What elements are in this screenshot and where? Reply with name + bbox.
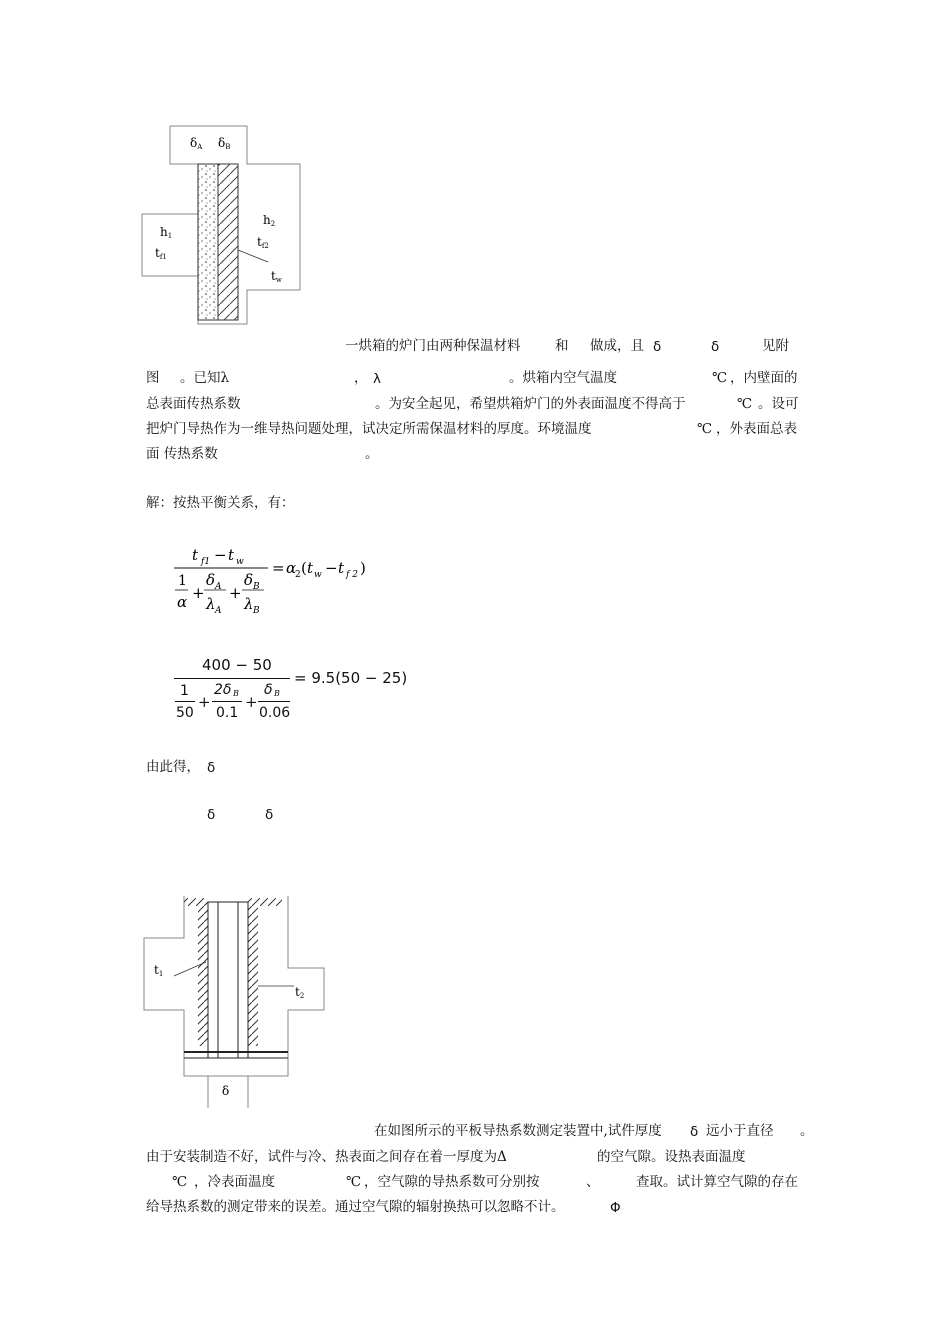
eq2-rhs: = 9.5(50 − 25) bbox=[294, 669, 408, 687]
eq2-term1-den: 50 bbox=[176, 705, 194, 721]
p2-text: 远小于直径 bbox=[706, 1123, 774, 1139]
furnace-door-figure bbox=[140, 124, 310, 329]
layer-b bbox=[218, 164, 238, 320]
p2-text: ℃ bbox=[172, 1174, 188, 1190]
svg-text:A: A bbox=[215, 606, 222, 616]
solution-intro: 解：按热平衡关系，有： bbox=[146, 495, 295, 511]
svg-text:B: B bbox=[253, 606, 260, 616]
result-delta: δ bbox=[207, 760, 216, 776]
h1-label: h1 bbox=[160, 225, 173, 240]
eq2-fraction-bar bbox=[174, 678, 290, 679]
eq2-term1-num: 1 bbox=[180, 683, 189, 699]
p1-text: ，内壁面的 bbox=[730, 370, 798, 386]
p1-text: ℃ bbox=[697, 421, 713, 437]
p1-text: 一烘箱的炉门由两种保温材料 bbox=[345, 338, 521, 354]
p2-text: ℃ bbox=[346, 1174, 362, 1190]
svg-text:−: − bbox=[214, 546, 227, 564]
eq2-term3-den: 0.06 bbox=[259, 705, 291, 721]
svg-text:(: ( bbox=[301, 559, 307, 577]
p2-text: 给导热系数的测定带来的误差。通过空气隙的辐射换热可以忽略不计。 bbox=[146, 1199, 565, 1215]
eq2-term2-bar bbox=[212, 701, 242, 702]
subscript-b: B bbox=[233, 689, 239, 698]
svg-text:): ) bbox=[360, 559, 366, 577]
p1-text: 和 bbox=[555, 338, 569, 354]
svg-text:λ: λ bbox=[244, 595, 254, 613]
p2-text: 的空气隙。设热表面温度 bbox=[597, 1149, 746, 1165]
p2-symbol: Φ bbox=[610, 1200, 621, 1216]
p1-text: 。已知λ bbox=[180, 370, 230, 386]
svg-text:2: 2 bbox=[295, 570, 301, 580]
svg-text:δ: δ bbox=[244, 571, 254, 589]
svg-text:=: = bbox=[272, 559, 285, 577]
svg-text:1: 1 bbox=[178, 573, 187, 589]
result-delta-b: δ bbox=[265, 807, 274, 823]
p1-symbol: δ bbox=[711, 339, 720, 355]
delta-label: δ bbox=[222, 1084, 230, 1098]
tf1-label: tf1 bbox=[155, 246, 167, 261]
svg-text:w: w bbox=[314, 570, 322, 580]
p1-text: 图 bbox=[146, 370, 160, 386]
p1-text: ，外表面总表 bbox=[716, 421, 797, 437]
p1-symbol: δ bbox=[653, 339, 662, 355]
result-delta-a: δ bbox=[207, 807, 216, 823]
heat-balance-equation bbox=[172, 540, 392, 620]
svg-text:λ: λ bbox=[206, 595, 216, 613]
svg-text:f1: f1 bbox=[201, 557, 211, 567]
numeric-equation bbox=[172, 650, 408, 730]
t2-label: t2 bbox=[295, 985, 305, 1000]
p1-text: 做成，且 bbox=[590, 338, 644, 354]
p2-text: ，空气隙的导热系数可分别按 bbox=[364, 1174, 540, 1190]
svg-text:α: α bbox=[286, 559, 297, 577]
layer-a bbox=[198, 164, 218, 320]
svg-text:A: A bbox=[215, 582, 222, 592]
p1-text: 。为安全起见，希望烘箱炉门的外表面温度不得高于 bbox=[375, 396, 686, 412]
p1-text: 。设可 bbox=[758, 396, 799, 412]
svg-text:f 2: f 2 bbox=[346, 570, 358, 580]
p1-text: 面 传热系数 bbox=[146, 446, 218, 462]
svg-text:t: t bbox=[307, 559, 314, 577]
svg-text:−: − bbox=[325, 559, 338, 577]
svg-text:+: + bbox=[192, 584, 205, 602]
tw-label: tw bbox=[271, 269, 282, 284]
delta-b-label: δB bbox=[218, 136, 231, 151]
p1-text: 。 bbox=[365, 446, 379, 462]
eq2-numerator: 400 − 50 bbox=[202, 656, 272, 674]
p1-text: 总表面传热系数 bbox=[146, 396, 241, 412]
eq2-term2-den: 0.1 bbox=[216, 705, 239, 721]
p1-symbol: λ bbox=[373, 371, 381, 387]
svg-text:δ: δ bbox=[206, 571, 216, 589]
p1-text: ℃ bbox=[712, 370, 728, 386]
tf2-label: tf2 bbox=[257, 235, 269, 250]
p1-text: ， bbox=[354, 370, 368, 386]
svg-text:α: α bbox=[177, 593, 188, 611]
subscript-b: B bbox=[274, 689, 280, 698]
plus-sign: + bbox=[198, 693, 211, 711]
p2-text: ，冷表面温度 bbox=[194, 1174, 275, 1190]
svg-text:t: t bbox=[338, 559, 345, 577]
p2-text: 查取。试计算空气隙的存在 bbox=[636, 1174, 798, 1190]
delta-a-label: δA bbox=[190, 136, 203, 151]
svg-text:w: w bbox=[236, 557, 244, 567]
p1-text: 。烘箱内空气温度 bbox=[509, 370, 617, 386]
p1-text: 见附 bbox=[762, 338, 789, 354]
eq2-term1-bar bbox=[175, 701, 195, 702]
p2-text: 。 bbox=[800, 1123, 814, 1139]
p1-text: 把炉门导热作为一维导热问题处理，试决定所需保温材料的厚度。环境温度 bbox=[146, 421, 592, 437]
conductivity-apparatus-figure bbox=[140, 890, 330, 1112]
svg-text:t: t bbox=[228, 546, 235, 564]
svg-text:+: + bbox=[229, 584, 242, 602]
eq2-term3-bar bbox=[258, 701, 290, 702]
eq2-term2-num: 2δ bbox=[214, 682, 232, 698]
result-label: 由此得， bbox=[146, 759, 200, 775]
p2-text: 由于安装制造不好，试件与冷、热表面之间存在着一厚度为Δ bbox=[146, 1149, 507, 1165]
eq2-term3-num: δ bbox=[264, 682, 273, 698]
p1-text: ℃ bbox=[737, 396, 753, 412]
p2-text: 、 bbox=[586, 1174, 600, 1190]
p2-symbol: δ bbox=[690, 1124, 699, 1140]
p2-text: 在如图所示的平板导热系数测定装置中,试件厚度 bbox=[374, 1123, 662, 1139]
svg-text:t: t bbox=[192, 546, 199, 564]
t1-label: t1 bbox=[154, 963, 164, 978]
plus-sign: + bbox=[245, 693, 258, 711]
svg-text:B: B bbox=[253, 582, 260, 592]
h2-label: h2 bbox=[263, 213, 276, 228]
